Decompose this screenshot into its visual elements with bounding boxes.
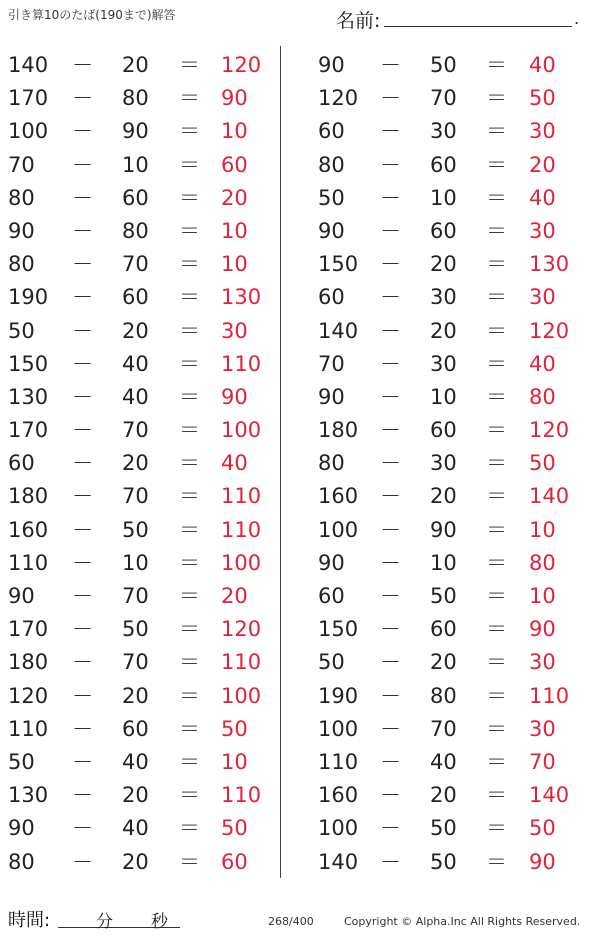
subtrahend: 20 bbox=[430, 484, 457, 509]
subtrahend: 70 bbox=[430, 716, 457, 741]
answer: 20 bbox=[529, 152, 556, 177]
minus-sign: － bbox=[72, 584, 93, 608]
subtrahend: 20 bbox=[122, 849, 149, 874]
equals-sign: ＝ bbox=[486, 849, 507, 874]
answer: 50 bbox=[221, 716, 248, 741]
subtrahend: 40 bbox=[122, 384, 149, 409]
answer: 40 bbox=[529, 53, 556, 77]
subtrahend: 20 bbox=[430, 783, 457, 808]
minuend: 100 bbox=[318, 816, 359, 841]
answer: 100 bbox=[221, 550, 262, 575]
minus-sign: － bbox=[380, 783, 401, 808]
minus-sign: － bbox=[380, 617, 401, 642]
minus-sign: － bbox=[72, 484, 93, 509]
subtrahend: 50 bbox=[430, 849, 457, 874]
minuend: 60 bbox=[318, 285, 345, 310]
subtrahend: 90 bbox=[430, 517, 457, 542]
minuend: 180 bbox=[318, 418, 359, 443]
minuend: 130 bbox=[8, 783, 49, 808]
subtrahend: 30 bbox=[430, 351, 457, 376]
answer: 40 bbox=[529, 185, 556, 210]
subtrahend: 70 bbox=[122, 584, 149, 608]
minuend: 80 bbox=[318, 451, 345, 476]
answer: 10 bbox=[221, 252, 248, 277]
minus-sign: － bbox=[72, 749, 93, 774]
minus-sign: － bbox=[72, 218, 93, 243]
equals-sign: ＝ bbox=[179, 617, 200, 642]
copyright-notice: Copyright © Alpha.Inc All Rights Reserved. bbox=[344, 915, 581, 928]
equals-sign: ＝ bbox=[486, 451, 507, 476]
minus-sign: － bbox=[72, 716, 93, 741]
answer: 50 bbox=[221, 816, 248, 841]
equals-sign: ＝ bbox=[486, 86, 507, 111]
minuend: 160 bbox=[318, 783, 359, 808]
minuend: 110 bbox=[318, 749, 359, 774]
subtrahend: 40 bbox=[122, 351, 149, 376]
answer: 80 bbox=[529, 550, 556, 575]
subtrahend: 20 bbox=[430, 252, 457, 277]
minus-sign: － bbox=[72, 86, 93, 111]
answer: 90 bbox=[221, 384, 248, 409]
minuend: 140 bbox=[8, 53, 49, 77]
minus-sign: － bbox=[72, 285, 93, 310]
answer: 110 bbox=[221, 351, 262, 376]
minuend: 190 bbox=[318, 683, 359, 708]
minuend: 60 bbox=[318, 119, 345, 144]
minus-sign: － bbox=[380, 849, 401, 874]
minus-sign: － bbox=[72, 517, 93, 542]
minus-sign: － bbox=[380, 185, 401, 210]
subtrahend: 20 bbox=[122, 318, 149, 343]
answer: 90 bbox=[529, 617, 556, 642]
time-label: 時間: bbox=[8, 910, 51, 931]
minus-sign: － bbox=[380, 550, 401, 575]
name-field-line bbox=[384, 26, 572, 27]
answer: 80 bbox=[529, 384, 556, 409]
answer: 120 bbox=[221, 617, 262, 642]
answer: 30 bbox=[221, 318, 248, 343]
answer: 110 bbox=[221, 517, 262, 542]
equals-sign: ＝ bbox=[179, 550, 200, 575]
subtrahend: 60 bbox=[122, 285, 149, 310]
minuend: 80 bbox=[8, 185, 35, 210]
answer: 110 bbox=[221, 783, 262, 808]
answer: 110 bbox=[221, 484, 262, 509]
minuend: 110 bbox=[8, 550, 49, 575]
minus-sign: － bbox=[72, 119, 93, 144]
equals-sign: ＝ bbox=[486, 584, 507, 608]
answer: 30 bbox=[529, 119, 556, 144]
subtrahend: 20 bbox=[430, 318, 457, 343]
answer: 50 bbox=[529, 451, 556, 476]
minus-sign: － bbox=[380, 683, 401, 708]
equals-sign: ＝ bbox=[486, 816, 507, 841]
answer: 20 bbox=[221, 185, 248, 210]
minus-sign: － bbox=[72, 617, 93, 642]
subtrahend: 40 bbox=[122, 816, 149, 841]
equals-sign: ＝ bbox=[486, 318, 507, 343]
minus-sign: － bbox=[380, 351, 401, 376]
equals-sign: ＝ bbox=[486, 683, 507, 708]
minuend: 70 bbox=[318, 351, 345, 376]
minus-sign: － bbox=[72, 152, 93, 177]
answer: 30 bbox=[529, 650, 556, 675]
minus-sign: － bbox=[380, 152, 401, 177]
subtrahend: 70 bbox=[122, 252, 149, 277]
answer: 20 bbox=[221, 584, 248, 608]
minuend: 90 bbox=[318, 53, 345, 77]
minuend: 120 bbox=[318, 86, 359, 111]
minus-sign: － bbox=[380, 318, 401, 343]
minus-sign: － bbox=[380, 119, 401, 144]
answer: 140 bbox=[529, 484, 570, 509]
minuend: 70 bbox=[8, 152, 35, 177]
minus-sign: － bbox=[72, 318, 93, 343]
equals-sign: ＝ bbox=[486, 484, 507, 509]
minuend: 100 bbox=[318, 716, 359, 741]
equals-sign: ＝ bbox=[179, 517, 200, 542]
answer: 10 bbox=[221, 749, 248, 774]
equals-sign: ＝ bbox=[486, 252, 507, 277]
minus-sign: － bbox=[380, 650, 401, 675]
minuend: 60 bbox=[318, 584, 345, 608]
subtrahend: 20 bbox=[122, 783, 149, 808]
answer: 60 bbox=[221, 849, 248, 874]
minuend: 90 bbox=[318, 384, 345, 409]
equals-sign: ＝ bbox=[179, 783, 200, 808]
minuend: 90 bbox=[8, 218, 35, 243]
minuend: 50 bbox=[8, 749, 35, 774]
minus-sign: － bbox=[380, 252, 401, 277]
equals-sign: ＝ bbox=[486, 53, 507, 77]
equals-sign: ＝ bbox=[179, 86, 200, 111]
equals-sign: ＝ bbox=[179, 749, 200, 774]
minus-sign: － bbox=[72, 351, 93, 376]
minuend: 60 bbox=[8, 451, 35, 476]
equals-sign: ＝ bbox=[179, 252, 200, 277]
answer: 10 bbox=[529, 517, 556, 542]
minuend: 80 bbox=[8, 252, 35, 277]
answer: 90 bbox=[529, 849, 556, 874]
equals-sign: ＝ bbox=[486, 418, 507, 443]
subtrahend: 30 bbox=[430, 451, 457, 476]
subtrahend: 80 bbox=[122, 86, 149, 111]
subtrahend: 70 bbox=[122, 650, 149, 675]
minuend: 90 bbox=[8, 816, 35, 841]
subtrahend: 30 bbox=[430, 285, 457, 310]
minus-sign: － bbox=[380, 53, 401, 77]
minus-sign: － bbox=[72, 185, 93, 210]
answer: 110 bbox=[529, 683, 570, 708]
minus-sign: － bbox=[72, 783, 93, 808]
minus-sign: － bbox=[380, 816, 401, 841]
subtrahend: 10 bbox=[430, 185, 457, 210]
equals-sign: ＝ bbox=[486, 617, 507, 642]
minus-sign: － bbox=[72, 418, 93, 443]
subtrahend: 60 bbox=[122, 185, 149, 210]
answer: 60 bbox=[221, 152, 248, 177]
subtrahend: 50 bbox=[430, 53, 457, 77]
answer: 130 bbox=[529, 252, 570, 277]
subtrahend: 10 bbox=[430, 384, 457, 409]
minus-sign: － bbox=[380, 384, 401, 409]
subtrahend: 40 bbox=[430, 749, 457, 774]
minus-sign: － bbox=[72, 53, 93, 77]
answer: 120 bbox=[529, 418, 570, 443]
minuend: 160 bbox=[8, 517, 49, 542]
minus-sign: － bbox=[380, 451, 401, 476]
subtrahend: 20 bbox=[430, 650, 457, 675]
equals-sign: ＝ bbox=[179, 816, 200, 841]
subtrahend: 70 bbox=[122, 484, 149, 509]
subtrahend: 10 bbox=[430, 550, 457, 575]
subtrahend: 10 bbox=[122, 550, 149, 575]
answer: 50 bbox=[529, 816, 556, 841]
equals-sign: ＝ bbox=[486, 550, 507, 575]
equals-sign: ＝ bbox=[179, 584, 200, 608]
minute-label: 分 bbox=[96, 912, 113, 932]
minuend: 150 bbox=[8, 351, 49, 376]
equals-sign: ＝ bbox=[179, 119, 200, 144]
answer: 40 bbox=[529, 351, 556, 376]
equals-sign: ＝ bbox=[179, 650, 200, 675]
answer: 140 bbox=[529, 783, 570, 808]
minuend: 160 bbox=[318, 484, 359, 509]
equals-sign: ＝ bbox=[179, 451, 200, 476]
answer: 90 bbox=[221, 86, 248, 111]
equals-sign: ＝ bbox=[486, 517, 507, 542]
equals-sign: ＝ bbox=[179, 185, 200, 210]
column-divider bbox=[280, 46, 281, 878]
subtrahend: 80 bbox=[122, 218, 149, 243]
equals-sign: ＝ bbox=[486, 285, 507, 310]
answer: 120 bbox=[529, 318, 570, 343]
minuend: 120 bbox=[8, 683, 49, 708]
minus-sign: － bbox=[380, 285, 401, 310]
answer: 130 bbox=[221, 285, 262, 310]
minus-sign: － bbox=[380, 584, 401, 608]
subtrahend: 60 bbox=[430, 617, 457, 642]
subtrahend: 60 bbox=[430, 218, 457, 243]
minuend: 190 bbox=[8, 285, 49, 310]
answer: 70 bbox=[529, 749, 556, 774]
equals-sign: ＝ bbox=[486, 783, 507, 808]
equals-sign: ＝ bbox=[486, 218, 507, 243]
equals-sign: ＝ bbox=[179, 418, 200, 443]
minus-sign: － bbox=[72, 384, 93, 409]
minuend: 90 bbox=[318, 550, 345, 575]
minus-sign: － bbox=[380, 218, 401, 243]
answer: 10 bbox=[529, 584, 556, 608]
answer: 30 bbox=[529, 285, 556, 310]
answer: 100 bbox=[221, 683, 262, 708]
minus-sign: － bbox=[72, 550, 93, 575]
equals-sign: ＝ bbox=[486, 384, 507, 409]
answer: 40 bbox=[221, 451, 248, 476]
minus-sign: － bbox=[72, 252, 93, 277]
minus-sign: － bbox=[380, 484, 401, 509]
minuend: 90 bbox=[8, 584, 35, 608]
minuend: 100 bbox=[318, 517, 359, 542]
minuend: 80 bbox=[8, 849, 35, 874]
subtrahend: 60 bbox=[430, 152, 457, 177]
subtrahend: 50 bbox=[122, 617, 149, 642]
answer: 50 bbox=[529, 86, 556, 111]
equals-sign: ＝ bbox=[179, 218, 200, 243]
worksheet-title: 引き算10のたば(190まで)解答 bbox=[8, 8, 176, 22]
subtrahend: 70 bbox=[430, 86, 457, 111]
subtrahend: 60 bbox=[122, 716, 149, 741]
minus-sign: － bbox=[72, 849, 93, 874]
equals-sign: ＝ bbox=[179, 53, 200, 77]
minuend: 130 bbox=[8, 384, 49, 409]
equals-sign: ＝ bbox=[179, 285, 200, 310]
minus-sign: － bbox=[380, 517, 401, 542]
subtrahend: 20 bbox=[122, 53, 149, 77]
answer: 110 bbox=[221, 650, 262, 675]
minuend: 110 bbox=[8, 716, 49, 741]
equals-sign: ＝ bbox=[179, 384, 200, 409]
minuend: 150 bbox=[318, 617, 359, 642]
subtrahend: 30 bbox=[430, 119, 457, 144]
subtrahend: 10 bbox=[122, 152, 149, 177]
equals-sign: ＝ bbox=[179, 683, 200, 708]
subtrahend: 60 bbox=[430, 418, 457, 443]
minuend: 50 bbox=[8, 318, 35, 343]
equals-sign: ＝ bbox=[486, 351, 507, 376]
subtrahend: 90 bbox=[122, 119, 149, 144]
minuend: 50 bbox=[318, 650, 345, 675]
minus-sign: － bbox=[380, 716, 401, 741]
minus-sign: － bbox=[380, 749, 401, 774]
subtrahend: 40 bbox=[122, 749, 149, 774]
subtrahend: 70 bbox=[122, 418, 149, 443]
answer: 30 bbox=[529, 218, 556, 243]
equals-sign: ＝ bbox=[486, 152, 507, 177]
equals-sign: ＝ bbox=[486, 716, 507, 741]
subtrahend: 50 bbox=[430, 816, 457, 841]
minuend: 90 bbox=[318, 218, 345, 243]
minuend: 140 bbox=[318, 318, 359, 343]
minuend: 50 bbox=[318, 185, 345, 210]
equals-sign: ＝ bbox=[179, 716, 200, 741]
minuend: 140 bbox=[318, 849, 359, 874]
equals-sign: ＝ bbox=[486, 119, 507, 144]
equals-sign: ＝ bbox=[179, 318, 200, 343]
minuend: 180 bbox=[8, 484, 49, 509]
subtrahend: 50 bbox=[430, 584, 457, 608]
subtrahend: 50 bbox=[122, 517, 149, 542]
subtrahend: 80 bbox=[430, 683, 457, 708]
subtrahend: 20 bbox=[122, 451, 149, 476]
equals-sign: ＝ bbox=[179, 152, 200, 177]
second-label: 秒 bbox=[151, 912, 168, 932]
equals-sign: ＝ bbox=[179, 351, 200, 376]
answer: 120 bbox=[221, 53, 262, 77]
minus-sign: － bbox=[380, 86, 401, 111]
minuend: 180 bbox=[8, 650, 49, 675]
minuend: 100 bbox=[8, 119, 49, 144]
answer: 30 bbox=[529, 716, 556, 741]
minus-sign: － bbox=[380, 418, 401, 443]
equals-sign: ＝ bbox=[179, 484, 200, 509]
minus-sign: － bbox=[72, 650, 93, 675]
name-field-end: . bbox=[574, 9, 580, 28]
answer: 100 bbox=[221, 418, 262, 443]
page-number: 268/400 bbox=[268, 915, 314, 928]
minuend: 150 bbox=[318, 252, 359, 277]
answer: 10 bbox=[221, 119, 248, 144]
minuend: 170 bbox=[8, 617, 49, 642]
equals-sign: ＝ bbox=[486, 185, 507, 210]
equals-sign: ＝ bbox=[486, 749, 507, 774]
subtrahend: 20 bbox=[122, 683, 149, 708]
name-label: 名前: bbox=[336, 10, 381, 32]
minus-sign: － bbox=[72, 816, 93, 841]
minuend: 170 bbox=[8, 86, 49, 111]
minuend: 170 bbox=[8, 418, 49, 443]
equals-sign: ＝ bbox=[486, 650, 507, 675]
equals-sign: ＝ bbox=[179, 849, 200, 874]
minuend: 80 bbox=[318, 152, 345, 177]
minus-sign: － bbox=[72, 683, 93, 708]
answer: 10 bbox=[221, 218, 248, 243]
minus-sign: － bbox=[72, 451, 93, 476]
